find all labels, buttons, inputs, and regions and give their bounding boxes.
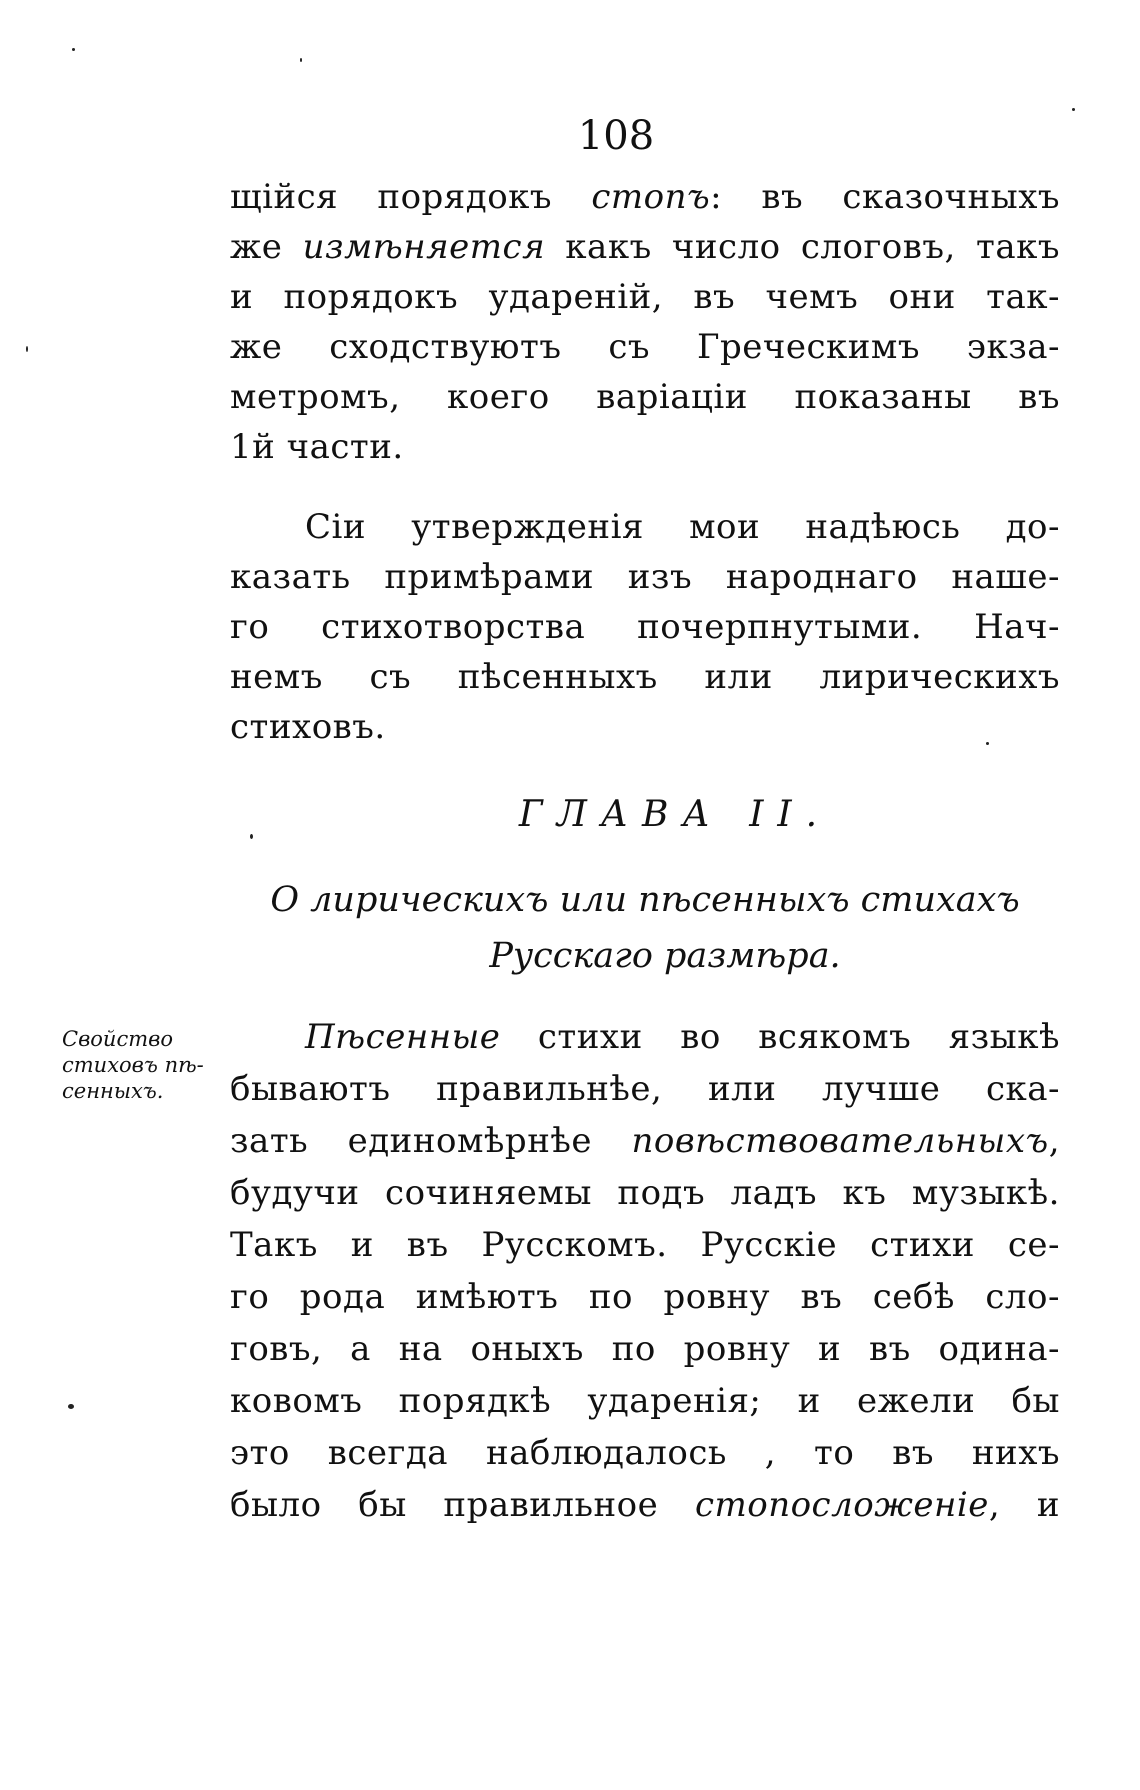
paragraph1-line-2 (230, 222, 1060, 272)
paragraph3-line-6: го рода имѣютъ по ровну въ себѣ сло- (230, 1277, 1060, 1317)
paragraph3-line-5: Такъ и въ Русскомъ. Русскіе стихи се- (230, 1225, 1060, 1265)
chapter-title: ГЛАВА II. (518, 794, 832, 835)
scan-speck (1072, 108, 1075, 111)
italic-term-stop: стопъ (591, 177, 711, 217)
margin-note-line-1: Свойство (62, 1027, 173, 1051)
paragraph1-line-1 (230, 172, 1060, 222)
paragraph2-line-2: казать примѣрами изъ народнаго наше- (230, 557, 1060, 597)
margin-note-line-3: сенныхъ. (62, 1079, 164, 1103)
text-run: было бы правильное (230, 1485, 659, 1525)
scan-speck (986, 742, 989, 745)
text-run: , (1048, 1121, 1060, 1161)
text-run: стихи во всякомъ языкѣ (537, 1017, 1060, 1057)
text-run: щійся порядокъ (230, 177, 553, 217)
italic-term-povestvovatelnykh: повѣствовательныхъ (631, 1121, 1049, 1161)
margin-note-line-2: стиховъ пѣ- (62, 1053, 204, 1077)
margin-note (62, 1026, 232, 1104)
paragraph1-line-3: и порядокъ удареній, въ чемъ они так- (230, 277, 1060, 317)
italic-term-izmenyaetsya: измѣняется (302, 227, 546, 267)
paragraph1-line-4: же сходствуютъ съ Греческимъ экза- (230, 327, 1060, 367)
paragraph3-line-7: говъ, а на оныхъ по ровну и въ одина- (230, 1329, 1060, 1369)
text-run: , и (988, 1485, 1061, 1525)
paragraph2-line-1: Сіи утвержденія мои надѣюсь до- (305, 507, 1060, 547)
chapter-subtitle-line-2: Русскаго размѣра. (489, 936, 841, 976)
paragraph3-line-1 (305, 1012, 1060, 1062)
text-run: : въ сказочныхъ (710, 177, 1060, 217)
scan-speck (300, 58, 302, 62)
paragraph1-line-6: 1й части. (230, 427, 404, 467)
italic-term-stoposlozhenie: стопосложеніе (694, 1485, 989, 1525)
paragraph2-line-5: стиховъ. (230, 707, 386, 747)
paragraph2-line-4: немъ съ пѣсенныхъ или лирическихъ (230, 657, 1060, 697)
chapter-subtitle-line-1: О лирическихъ или пѣсенныхъ стихахъ (270, 880, 1020, 920)
text-run: зать единомѣрнѣе (230, 1121, 592, 1161)
scan-speck (72, 48, 75, 51)
page-number: 108 (577, 113, 655, 159)
scan-speck (68, 1404, 74, 1409)
text-run: какъ число слоговъ, такъ (565, 227, 1061, 267)
paragraph3-line-4: будучи сочиняемы подъ ладъ къ музыкѣ. (230, 1173, 1060, 1213)
text-run: же (230, 227, 283, 267)
paragraph2-line-3: го стихотворства почерпнутыми. Нач- (230, 607, 1060, 647)
paragraph1-line-5: метромъ, коего варіаціи показаны въ (230, 377, 1060, 417)
paragraph3-line-8: ковомъ порядкѣ ударенія; и ежели бы (230, 1381, 1060, 1421)
paragraph3-line-9: это всегда наблюдалось , то въ нихъ (230, 1433, 1060, 1473)
scan-speck (26, 346, 28, 352)
italic-term-pesennye: Пѣсенные (305, 1017, 501, 1057)
scan-speck (250, 834, 253, 839)
paragraph3-line-10 (230, 1480, 1060, 1530)
paragraph3-line-2: бываютъ правильнѣе, или лучше ска- (230, 1069, 1060, 1109)
paragraph3-line-3 (230, 1116, 1060, 1166)
